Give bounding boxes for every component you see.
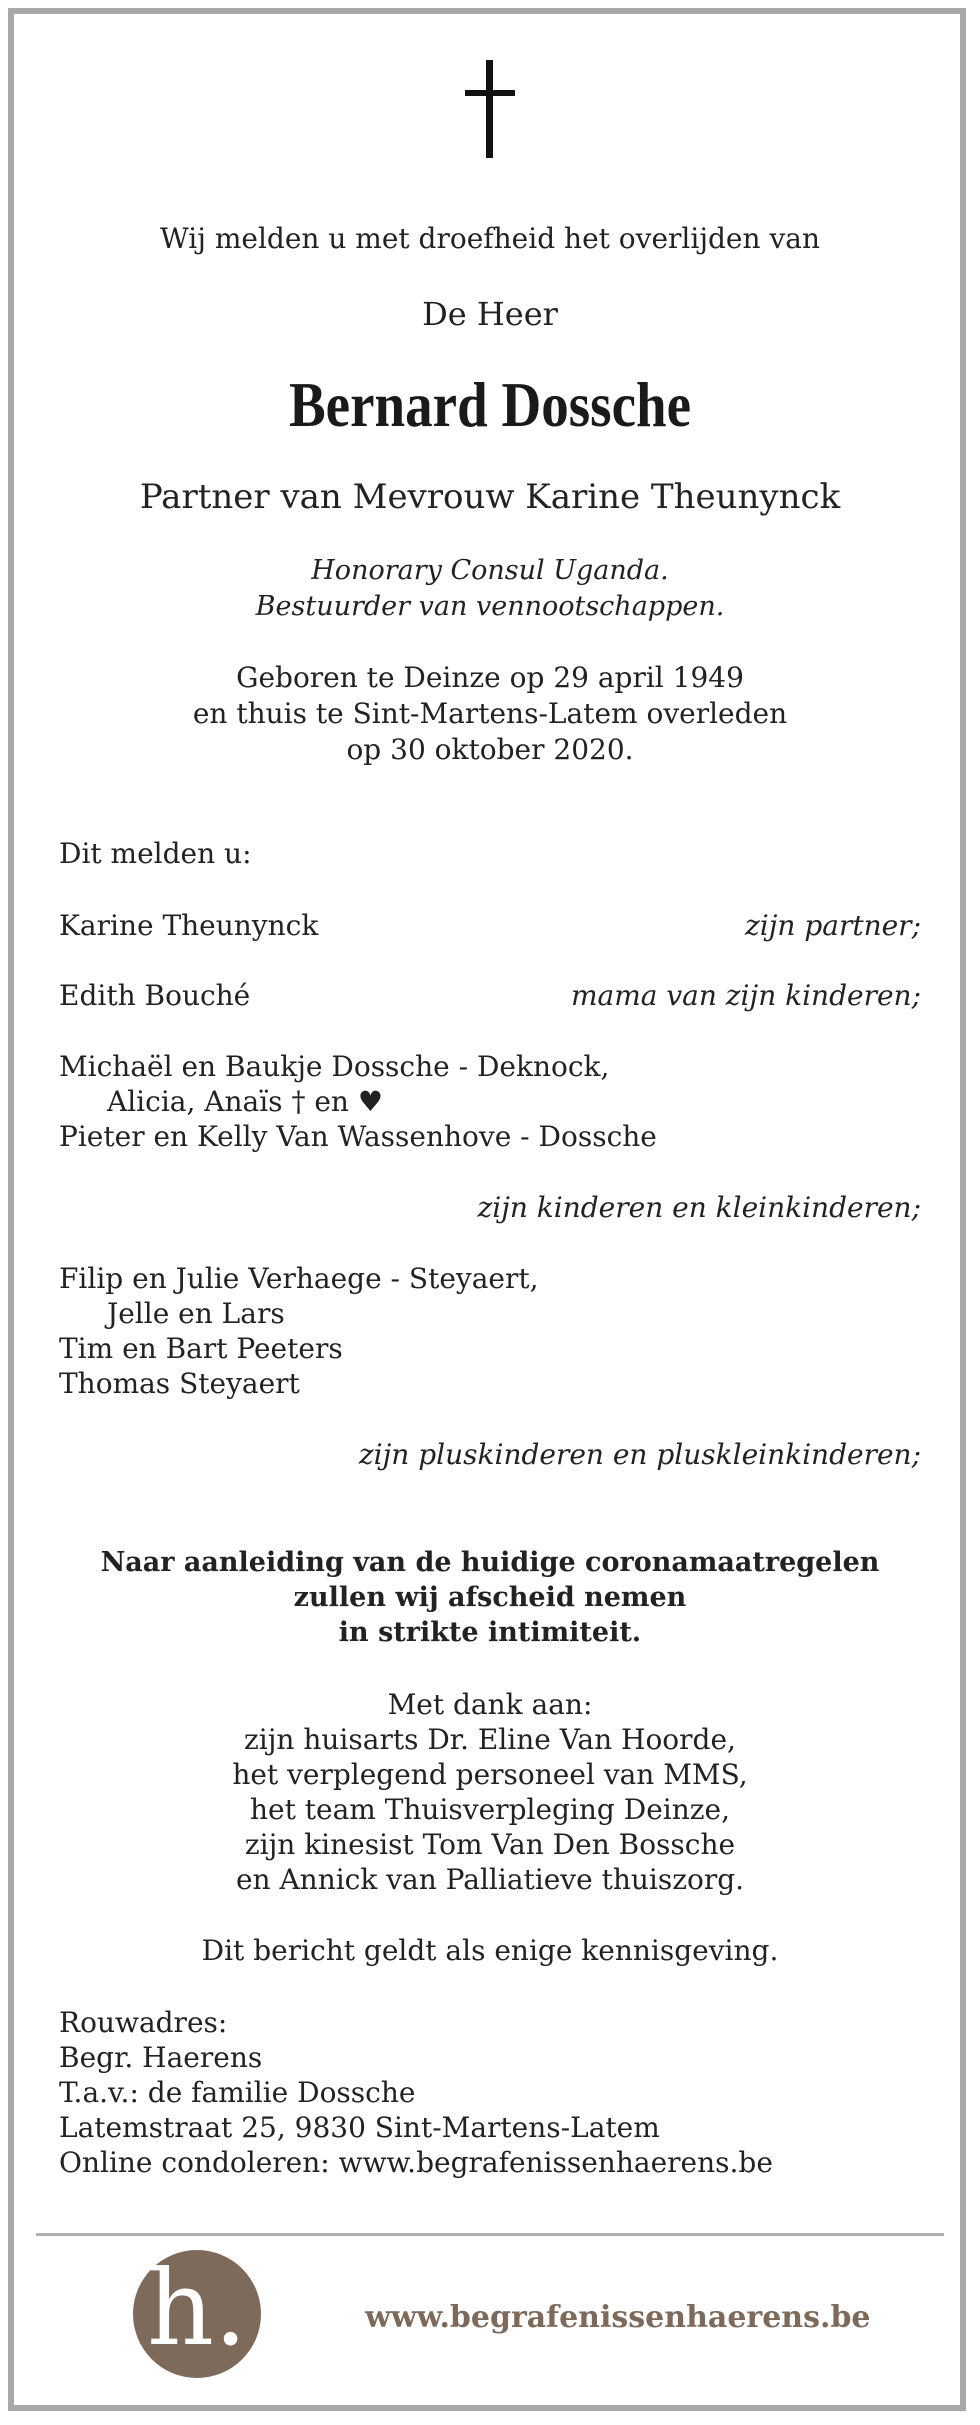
footer-divider bbox=[36, 2233, 944, 2236]
children-line: Michaël en Baukje Dossche - Deknock, bbox=[59, 1050, 610, 1083]
funeral-home-logo: h. bbox=[133, 2250, 261, 2378]
address-line: Rouwadres: bbox=[59, 2006, 228, 2039]
family-heading: Dit melden u: bbox=[59, 837, 252, 870]
grandchildren-names: Alicia, Anaïs bbox=[107, 1085, 283, 1118]
birth-line: Geboren te Deinze op 29 april 1949 bbox=[236, 661, 744, 694]
address-block bbox=[59, 2005, 773, 2180]
partner-relation: zijn partner; bbox=[745, 909, 921, 942]
address-line: Begr. Haerens bbox=[59, 2041, 263, 2074]
grandchildren-line bbox=[59, 1084, 657, 1119]
deceased-name: Bernard Dossche bbox=[288, 369, 692, 440]
children-line: Pieter en Kelly Van Wassenhove - Dossche bbox=[59, 1120, 657, 1153]
children-block bbox=[59, 1049, 657, 1154]
honorific: De Heer bbox=[422, 295, 558, 333]
grandchildren-and: en bbox=[314, 1085, 349, 1118]
thanks-block bbox=[0, 1687, 980, 1897]
thanks-line: en Annick van Palliatieve thuiszorg. bbox=[235, 1863, 745, 1896]
stepchildren-relation: zijn pluskinderen en pluskleinkinderen; bbox=[358, 1438, 921, 1471]
cross-icon bbox=[465, 60, 515, 160]
only-notice: Dit bericht geldt als enige kennisgeving. bbox=[201, 1934, 779, 1967]
thanks-line: zijn huisarts Dr. Eline Van Hoorde, bbox=[244, 1723, 736, 1756]
partner-line: Partner van Mevrouw Karine Theunynck bbox=[139, 477, 841, 517]
stepchildren-line: Tim en Bart Peeters bbox=[59, 1332, 343, 1365]
role-line: Honorary Consul Uganda. bbox=[311, 555, 669, 586]
heart-icon: ♥ bbox=[357, 1085, 383, 1118]
thanks-line: Met dank aan: bbox=[387, 1688, 593, 1721]
death-date-line: op 30 oktober 2020. bbox=[346, 733, 634, 766]
partner-name: Karine Theunynck bbox=[59, 909, 319, 942]
corona-line: in strikte intimiteit. bbox=[338, 1617, 642, 1648]
children-relation: zijn kinderen en kleinkinderen; bbox=[477, 1191, 921, 1224]
corona-line: zullen wij afscheid nemen bbox=[293, 1582, 687, 1613]
corona-notice bbox=[0, 1545, 980, 1650]
thanks-line: zijn kinesist Tom Van Den Bossche bbox=[244, 1828, 736, 1861]
corona-line: Naar aanleiding van de huidige coronamaatregelen bbox=[100, 1547, 880, 1578]
thanks-line: het team Thuisverpleging Deinze, bbox=[250, 1793, 730, 1826]
thanks-line: het verplegend personeel van MMS, bbox=[232, 1758, 748, 1791]
condolence-line: Online condoleren: www.begrafenissenhaerens.be bbox=[59, 2146, 773, 2179]
death-line: en thuis te Sint-Martens-Latem overleden bbox=[192, 697, 788, 730]
mother-relation: mama van zijn kinderen; bbox=[570, 979, 921, 1012]
address-line: T.a.v.: de familie Dossche bbox=[59, 2076, 416, 2109]
role-line: Bestuurder van vennootschappen. bbox=[255, 591, 725, 622]
address-line: Latemstraat 25, 9830 Sint-Martens-Latem bbox=[59, 2111, 660, 2144]
birth-death-block bbox=[0, 660, 980, 768]
stepgrandchildren-line: Jelle en Lars bbox=[107, 1297, 285, 1330]
stepchildren-line: Thomas Steyaert bbox=[59, 1367, 300, 1400]
mother-name: Edith Bouché bbox=[59, 979, 251, 1012]
funeral-home-website: www.begrafenissenhaerens.be bbox=[365, 2300, 871, 2335]
stepchildren-block bbox=[59, 1261, 539, 1401]
roles-block bbox=[0, 553, 980, 625]
intro-text: Wij melden u met droefheid het overlijden van bbox=[160, 222, 820, 255]
deceased-cross-icon: † bbox=[291, 1085, 306, 1118]
stepchildren-line: Filip en Julie Verhaege - Steyaert, bbox=[59, 1262, 539, 1295]
